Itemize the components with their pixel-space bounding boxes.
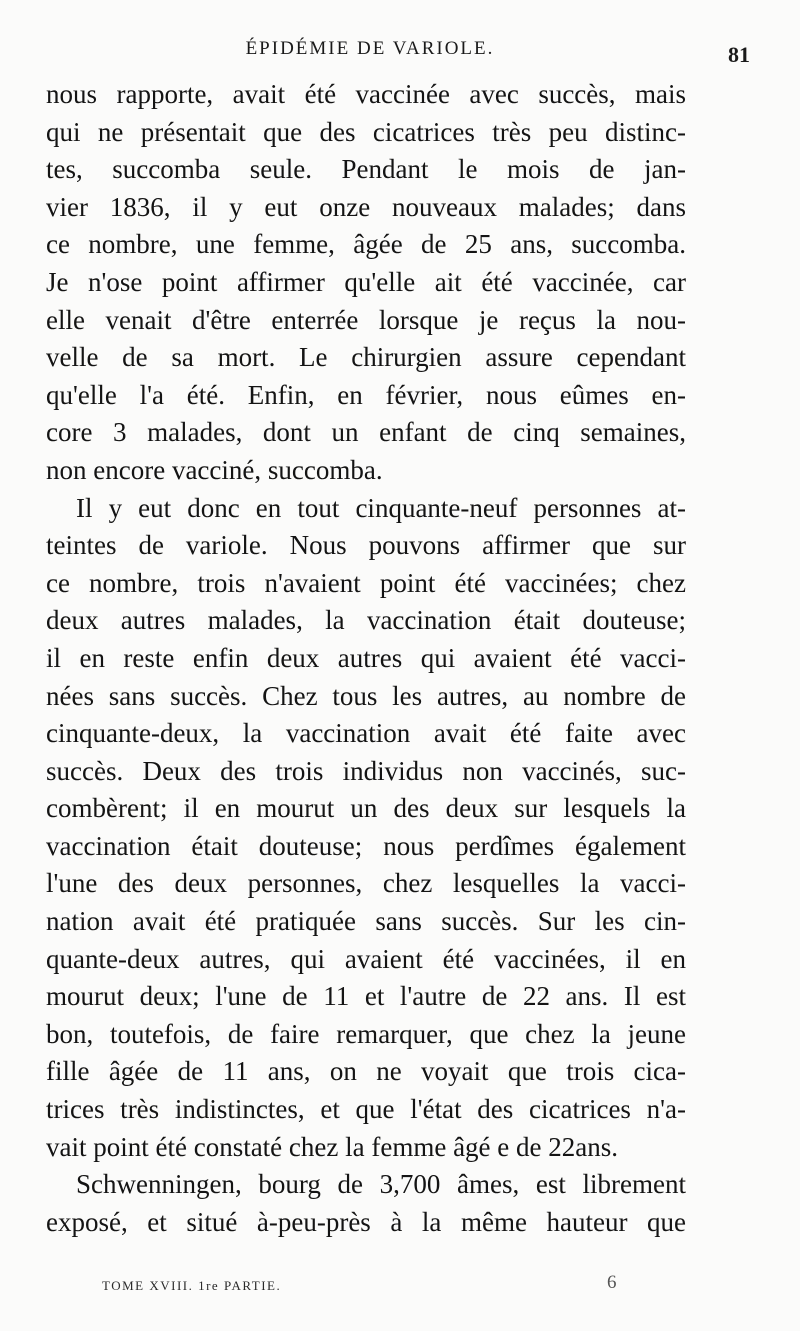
text-line: combèrent; il en mourut un des deux sur lesquels la: [46, 793, 686, 824]
paragraph-end-line: non encore vacciné, succomba.: [46, 454, 383, 485]
text-line: nées sans succès. Chez tous les autres, au nombre de: [46, 680, 686, 711]
text-line: trices très indistinctes, et que l'état des cicatrices n'a-: [46, 1094, 686, 1125]
text-line: nation avait été pratiquée sans succès. Sur les cin-: [46, 906, 686, 937]
text-line: Je n'ose point affirmer qu'elle ait été vaccinée, car: [46, 266, 686, 297]
text-line: teintes de variole. Nous pouvons affirmer que sur: [46, 530, 686, 561]
text-line: exposé, et situé à-peu-près à la même hauteur que: [46, 1206, 686, 1237]
text-line: bon, toutefois, de faire remarquer, que chez la jeune: [46, 1018, 686, 1049]
page-number: 81: [728, 42, 750, 67]
text-line: cinquante-deux, la vaccination avait été faite avec: [46, 718, 686, 749]
text-line: il en reste enfin deux autres qui avaient été vacci-: [46, 642, 686, 673]
text-line: nous rapporte, avait été vaccinée avec succès, mais: [46, 79, 686, 109]
signature-mark: 6: [607, 1272, 617, 1293]
text-line: ce nombre, trois n'avaient point été vaccinées; chez: [46, 567, 686, 598]
text-line: vaccination était douteuse; nous perdîmes également: [46, 830, 686, 861]
text-line: velle de sa mort. Le chirurgien assure cependant: [46, 342, 686, 373]
page-footer: [72, 1270, 740, 1300]
text-line: elle venait d'être enterrée lorsque je reçus la nou-: [46, 304, 686, 335]
text-line: core 3 malades, dont un enfant de cinq semaines,: [46, 417, 686, 448]
text-line: quante-deux autres, qui avaient été vaccinées, il en: [46, 943, 686, 974]
text-line: ce nombre, une femme, âgée de 25 ans, succomba.: [46, 229, 686, 260]
running-head: [50, 38, 690, 68]
text-line: qu'elle l'a été. Enfin, en février, nous eûmes en-: [46, 379, 686, 410]
body-text: [46, 76, 686, 1241]
running-title: ÉPIDÉMIE DE VARIOLE.: [245, 38, 495, 59]
text-line: succès. Deux des trois individus non vaccinés, suc-: [46, 755, 686, 786]
paragraph-start-line: Schwenningen, bourg de 3,700 âmes, est librement: [76, 1169, 686, 1200]
text-line: mourut deux; l'une de 11 et l'autre de 22 ans. Il est: [46, 981, 686, 1012]
text-line: vier 1836, il y eut onze nouveaux malades; dans: [46, 191, 686, 222]
text-line: fille âgée de 11 ans, on ne voyait que trois cica-: [46, 1056, 686, 1087]
text-line: qui ne présentait que des cicatrices très peu distinc-: [46, 116, 686, 147]
paragraph-start-line: Il y eut donc en tout cinquante-neuf personnes at-: [76, 492, 686, 523]
text-line: tes, succomba seule. Pendant le mois de jan-: [46, 154, 686, 185]
text-line: l'une des deux personnes, chez lesquelles la vacci-: [46, 868, 686, 899]
volume-signature: TOME XVIII. 1re PARTIE.: [102, 1278, 282, 1293]
text-line: deux autres malades, la vaccination était douteuse;: [46, 605, 686, 636]
paragraph-end-line: vait point été constaté chez la femme âgé e de 22ans.: [46, 1131, 618, 1162]
